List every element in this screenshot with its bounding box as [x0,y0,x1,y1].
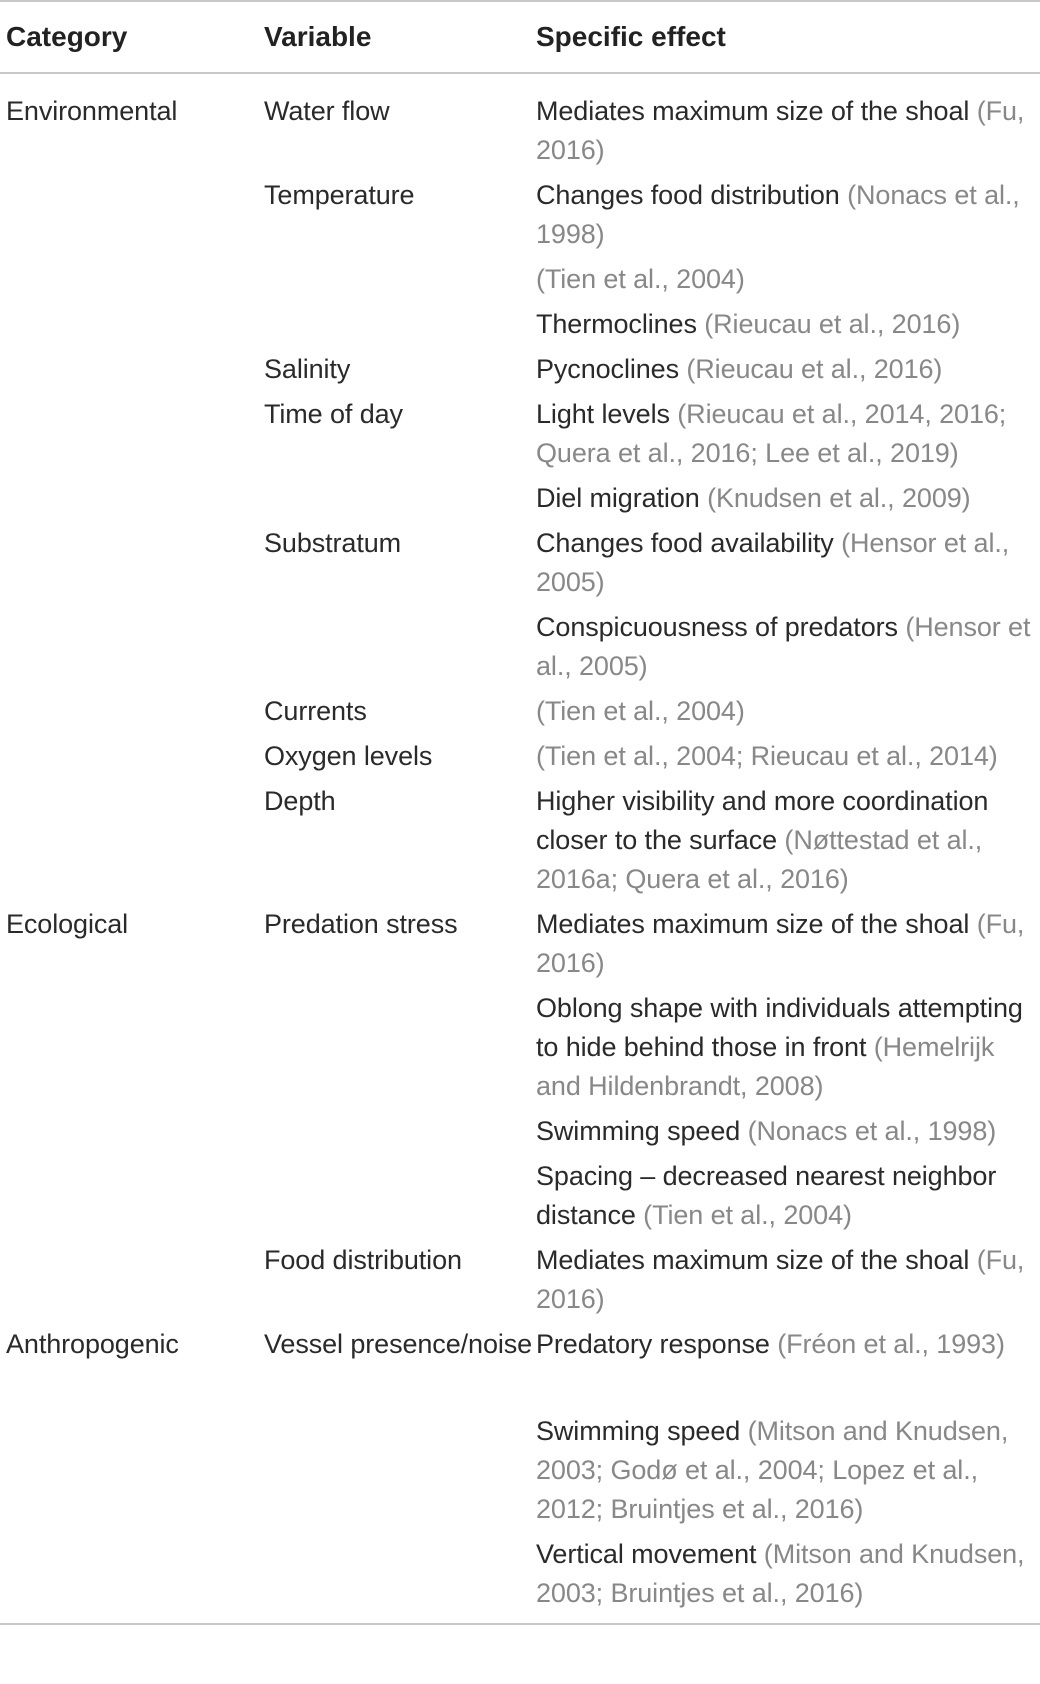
effect-reference: (Tien et al., 2004) [643,1200,852,1230]
effect-reference: (Rieucau et al., 2016) [704,309,961,339]
variable-cell: Oxygen levels [264,741,433,771]
effect-reference: (Nøttestad et al., 2016a; Quera et al., 2016) [536,825,983,894]
table-row [0,983,1040,1106]
effect-reference: (Mitson and Knudsen, 2003; Bruintjes et al., 2016) [536,1539,1025,1608]
variable-cell: Salinity [264,354,351,384]
table-row [0,1106,1040,1151]
effect-reference: (Hemelrijk and Hildenbrandt, 2008) [536,1032,995,1101]
variable-cell: Currents [264,696,367,726]
category-cell [0,1406,264,1529]
variable-cell: Predation stress [264,909,458,939]
effect-text: Higher visibility and more coordination closer to the surface [536,786,989,855]
effect-text: Swimming speed [536,1116,748,1146]
effect-text: Conspicuousness of predators [536,612,906,642]
effect-reference: (Nonacs et al., 1998) [747,1116,997,1146]
category-cell [0,389,264,473]
effect-cell [536,1319,1040,1406]
effect-reference: (Rieucau et al., 2016) [686,354,943,384]
table-row [0,73,1040,170]
effect-cell [536,899,1040,983]
header-variable: Variable [264,1,536,73]
table-row [0,299,1040,344]
table-row [0,518,1040,602]
effect-text: Spacing – decreased nearest neighbor distance [536,1161,997,1230]
effect-reference: (Knudsen et al., 2009) [707,483,971,513]
variable-cell [264,1529,536,1624]
category-cell [0,776,264,899]
table-row [0,731,1040,776]
effect-text: Mediates maximum size of the shoal [536,909,977,939]
effect-cell [536,1151,1040,1235]
variable-cell: Depth [264,786,336,816]
effect-text: Predatory response [536,1329,778,1359]
category-cell [0,602,264,686]
category-cell [0,1106,264,1151]
effect-reference: (Tien et al., 2004) [536,696,745,726]
table-row [0,344,1040,389]
table-row [0,473,1040,518]
effect-reference: (Fu, 2016) [536,1245,1025,1314]
table-row [0,1151,1040,1235]
category-cell: Anthropogenic [6,1329,179,1359]
effect-cell [536,1406,1040,1529]
category-cell [0,518,264,602]
effect-text: Changes food availability [536,528,842,558]
effect-cell [536,473,1040,518]
effect-text: Diel migration [536,483,708,513]
variable-cell [264,983,536,1106]
effect-cell [536,776,1040,899]
table-row [0,1319,1040,1406]
effect-text: Mediates maximum size of the shoal [536,96,977,126]
category-cell: Ecological [6,909,129,939]
category-cell [0,1529,264,1624]
table-row [0,776,1040,899]
effect-cell [536,983,1040,1106]
variable-cell [264,299,536,344]
effect-reference: (Hensor et al., 2005) [536,528,1010,597]
effect-text: Pycnoclines [536,354,687,384]
category-cell [0,473,264,518]
effect-reference: (Hensor et al., 2005) [536,612,1031,681]
table-row [0,1235,1040,1319]
effect-text: Changes food distribution [536,180,848,210]
category-cell [0,254,264,299]
variable-cell: Food distribution [264,1245,462,1275]
effect-cell [536,1106,1040,1151]
effect-text: Light levels [536,399,678,429]
category-cell [0,1151,264,1235]
table-row [0,254,1040,299]
category-cell [0,983,264,1106]
effect-reference: (Tien et al., 2004) [536,264,745,294]
header-row [0,1,1040,73]
effect-text: Vertical movement [536,1539,764,1569]
variable-cell: Water flow [264,96,390,126]
table-body [0,73,1040,1624]
effect-text: Mediates maximum size of the shoal [536,1245,977,1275]
variable-cell [264,254,536,299]
variable-cell: Vessel presence/noise [264,1329,533,1359]
effect-cell [536,254,1040,299]
effect-reference: (Fréon et al., 1993) [777,1329,1005,1359]
effect-cell [536,344,1040,389]
effect-cell [536,299,1040,344]
effect-reference: (Fu, 2016) [536,909,1025,978]
header-effect: Specific effect [536,1,1040,73]
effect-text: Oblong shape with individuals attempting to hide behind those in front [536,993,1023,1062]
variable-cell [264,1106,536,1151]
header-category: Category [0,1,264,73]
table-row [0,899,1040,983]
table-row [0,1406,1040,1529]
variable-cell [264,1406,536,1529]
table-row [0,389,1040,473]
effect-cell [536,518,1040,602]
effect-cell [536,686,1040,731]
effect-text: Thermoclines [536,309,705,339]
variable-cell [264,602,536,686]
category-cell [0,344,264,389]
variable-cell: Time of day [264,399,403,429]
effect-text: Swimming speed [536,1416,748,1446]
effect-reference: (Nonacs et al., 1998) [536,180,1020,249]
category-cell [0,731,264,776]
effect-reference: (Fu, 2016) [536,96,1025,165]
table-row [0,602,1040,686]
effect-cell [536,731,1040,776]
effect-cell [536,389,1040,473]
effect-cell [536,1235,1040,1319]
category-cell: Environmental [6,96,178,126]
effect-cell [536,170,1040,254]
category-cell [0,1235,264,1319]
category-cell [0,686,264,731]
category-cell [0,299,264,344]
effect-reference: (Rieucau et al., 2014, 2016; Quera et al., 2016; Lee et al., 2019) [536,399,1007,468]
effect-reference: (Mitson and Knudsen, 2003; Godø et al., 2004; Lopez et al., 2012; Bruintjes et al., 2016) [536,1416,1009,1524]
effect-cell [536,73,1040,170]
table-row [0,170,1040,254]
variable-cell [264,1151,536,1235]
effect-cell [536,602,1040,686]
category-cell [0,170,264,254]
table-row [0,686,1040,731]
table-row [0,1529,1040,1624]
effect-cell [536,1529,1040,1624]
variable-cell: Temperature [264,180,415,210]
variable-cell: Substratum [264,528,402,558]
variable-cell [264,473,536,518]
effect-reference: (Tien et al., 2004; Rieucau et al., 2014) [536,741,998,771]
